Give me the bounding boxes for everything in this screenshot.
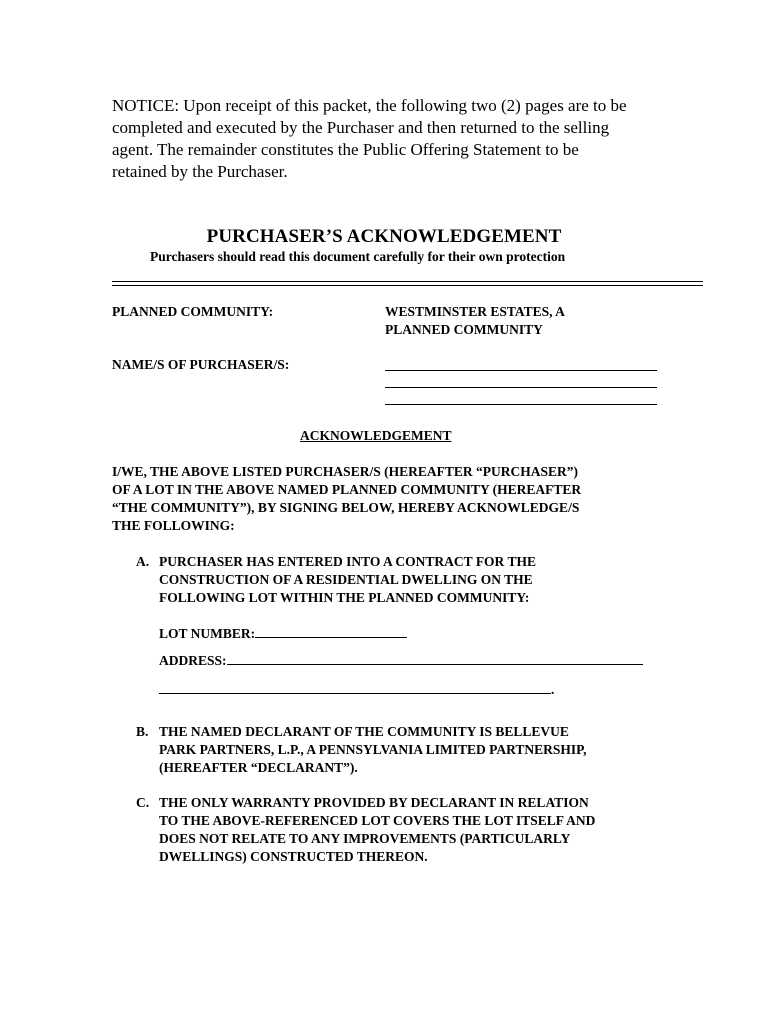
item-b-line-2: PARK PARTNERS, L.P., A PENNSYLVANIA LIMITED PARTNERSHIP, [159,742,587,757]
item-c-line-2: TO THE ABOVE-REFERENCED LOT COVERS THE LOT ITSELF AND [159,813,596,828]
notice-line-2: completed and executed by the Purchaser and then returned to the selling [112,118,610,137]
address-continuation [159,681,554,699]
lot-number-input-line[interactable] [255,625,407,638]
item-c-line-4: DWELLINGS) CONSTRUCTED THEREON. [159,849,428,864]
item-a-letter: A. [136,554,150,569]
address-label: ADDRESS: [159,653,227,668]
intro-line-1: I/WE, THE ABOVE LISTED PURCHASER/S (HEREAFTER “PURCHASER”) [112,464,578,479]
double-rule-bottom [112,285,703,286]
item-b-letter: B. [136,724,149,739]
notice-paragraph [112,95,672,183]
item-b-line-1: THE NAMED DECLARANT OF THE COMMUNITY IS BELLEVUE [159,724,569,739]
acknowledgement-heading: ACKNOWLEDGEMENT [300,428,452,443]
purchasers-label: NAME/S OF PURCHASER/S: [112,357,290,372]
item-c-text [159,794,674,866]
notice-line-3: agent. The remainder constitutes the Public Offering Statement to be [112,140,579,159]
item-b-text [159,723,674,777]
planned-community-value-line-2: PLANNED COMMUNITY [385,322,543,337]
intro-line-3: “THE COMMUNITY”), BY SIGNING BELOW, HEREBY ACKNOWLEDGE/S [112,500,580,515]
acknowledgement-intro [112,463,672,535]
intro-line-2: OF A LOT IN THE ABOVE NAMED PLANNED COMMUNITY (HEREAFTER [112,482,582,497]
item-a-line-1: PURCHASER HAS ENTERED INTO A CONTRACT FOR THE [159,554,536,569]
address-input-line-1[interactable] [227,652,643,665]
item-a-line-2: CONSTRUCTION OF A RESIDENTIAL DWELLING ON THE [159,572,533,587]
lot-number-label: LOT NUMBER: [159,626,256,641]
address-end-period: . [551,682,555,697]
document-title [0,226,770,248]
purchaser-name-line-1[interactable] [385,370,657,371]
document-title-text: PURCHASER’S ACKNOWLEDGEMENT [206,226,562,247]
notice-line-4: retained by the Purchaser. [112,162,288,181]
item-a-line-3: FOLLOWING LOT WITHIN THE PLANNED COMMUNITY: [159,590,530,605]
planned-community-value-line-1: WESTMINSTER ESTATES, A [385,304,565,319]
double-rule-top [112,281,703,282]
intro-line-4: THE FOLLOWING: [112,518,235,533]
purchaser-name-line-2[interactable] [385,387,657,388]
item-a-text [159,553,674,607]
address-input-line-2[interactable] [159,681,551,694]
item-c-letter: C. [136,795,150,810]
item-c-line-3: DOES NOT RELATE TO ANY IMPROVEMENTS (PARTICULARLY [159,831,571,846]
purchaser-name-line-3[interactable] [385,404,657,405]
item-b-line-3: (HEREAFTER “DECLARANT”). [159,760,358,775]
notice-line-1: NOTICE: Upon receipt of this packet, the following two (2) pages are to be [112,96,627,115]
item-c-line-1: THE ONLY WARRANTY PROVIDED BY DECLARANT IN RELATION [159,795,589,810]
document-subtitle: Purchasers should read this document carefully for their own protection [150,249,566,264]
planned-community-label: PLANNED COMMUNITY: [112,304,274,319]
lot-number-field [159,625,407,643]
address-field [159,652,643,670]
